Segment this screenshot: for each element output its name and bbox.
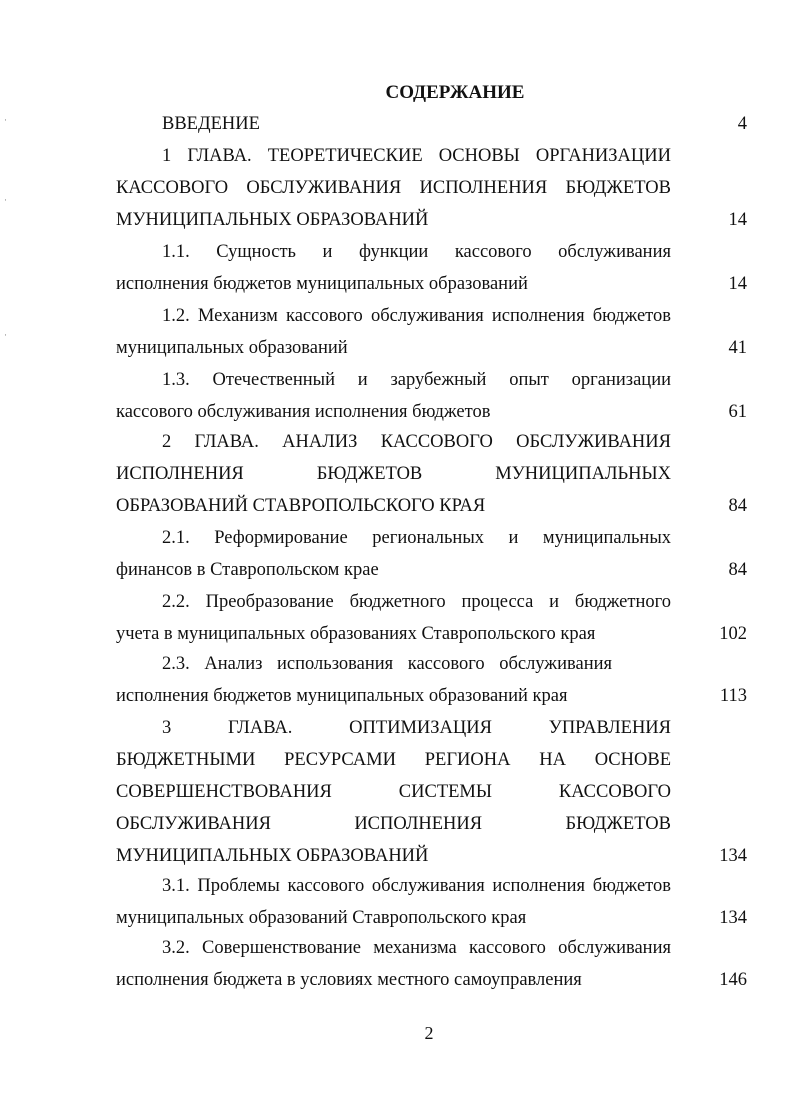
toc-page-number: 14 [728,274,747,294]
toc-section-2-3-line: 2.3. Анализ использования кассового обслуживания [162,654,612,674]
toc-section-1-1-line: 1.1. Сущность и функции кассового обслуживания [162,242,671,262]
toc-chapter-3-line: ОБСЛУЖИВАНИЯ ИСПОЛНЕНИЯ БЮДЖЕТОВ [116,814,671,834]
toc-page-number: 102 [719,624,747,644]
toc-chapter-1-line: МУНИЦИПАЛЬНЫХ ОБРАЗОВАНИЙ [116,210,429,230]
toc-entry-introduction: ВВЕДЕНИЕ [162,114,260,134]
toc-section-3-1-line: 3.1. Проблемы кассового обслуживания исполнения бюджетов [162,876,671,896]
toc-chapter-2-line: ОБРАЗОВАНИЙ СТАВРОПОЛЬСКОГО КРАЯ [116,496,486,516]
toc-page-number: 41 [728,338,747,358]
toc-section-1-1-line: исполнения бюджетов муниципальных образований [116,274,528,294]
toc-section-1-2-line: 1.2. Механизм кассового обслуживания исполнения бюджетов [162,306,671,326]
toc-section-2-1-line: 2.1. Реформирование региональных и муниципальных [162,528,671,548]
toc-page-number: 134 [719,846,747,866]
toc-page-number: 61 [728,402,747,422]
toc-section-2-1-line: финансов в Ставропольском крае [116,560,379,580]
scan-speck: · [4,195,7,205]
toc-chapter-2-line: ИСПОЛНЕНИЯ БЮДЖЕТОВ МУНИЦИПАЛЬНЫХ [116,464,671,484]
toc-section-2-3-line: исполнения бюджетов муниципальных образований края [116,686,568,706]
toc-section-3-1-line: муниципальных образований Ставропольского края [116,908,527,928]
toc-page-number: 113 [719,686,747,706]
toc-section-2-2-line: 2.2. Преобразование бюджетного процесса и бюджетного [162,592,671,612]
toc-page-number: 146 [719,970,747,990]
toc-section-1-3-line: 1.3. Отечественный и зарубежный опыт организации [162,370,671,390]
toc-page-number: 134 [719,908,747,928]
page-number-footer: 2 [424,1023,434,1043]
toc-page-number: 4 [737,114,747,134]
toc-title: СОДЕРЖАНИЕ [385,82,525,103]
toc-chapter-3-line: СОВЕРШЕНСТВОВАНИЯ СИСТЕМЫ КАССОВОГО [116,782,671,802]
toc-section-2-2-line: учета в муниципальных образованиях Ставропольского края [116,624,596,644]
toc-page-number: 84 [728,496,747,516]
toc-page-number: 14 [728,210,747,230]
scan-speck: · [4,330,7,340]
toc-chapter-1-line: КАССОВОГО ОБСЛУЖИВАНИЯ ИСПОЛНЕНИЯ БЮДЖЕТОВ [116,178,671,198]
toc-section-1-3-line: кассового обслуживания исполнения бюджетов [116,402,491,422]
toc-section-3-2-line: исполнения бюджета в условиях местного самоуправления [116,970,582,990]
toc-page-number: 84 [728,560,747,580]
toc-section-3-2-line: 3.2. Совершенствование механизма кассового обслуживания [162,938,671,958]
toc-chapter-1-line: 1 ГЛАВА. ТЕОРЕТИЧЕСКИЕ ОСНОВЫ ОРГАНИЗАЦИИ [162,146,671,166]
toc-section-1-2-line: муниципальных образований [116,338,348,358]
toc-chapter-3-line: БЮДЖЕТНЫМИ РЕСУРСАМИ РЕГИОНА НА ОСНОВЕ [116,750,671,770]
toc-chapter-3-line: МУНИЦИПАЛЬНЫХ ОБРАЗОВАНИЙ [116,846,429,866]
scan-speck: · [4,115,7,125]
toc-chapter-2-line: 2 ГЛАВА. АНАЛИЗ КАССОВОГО ОБСЛУЖИВАНИЯ [162,432,671,452]
toc-chapter-3-line: 3 ГЛАВА. ОПТИМИЗАЦИЯ УПРАВЛЕНИЯ [162,718,671,738]
